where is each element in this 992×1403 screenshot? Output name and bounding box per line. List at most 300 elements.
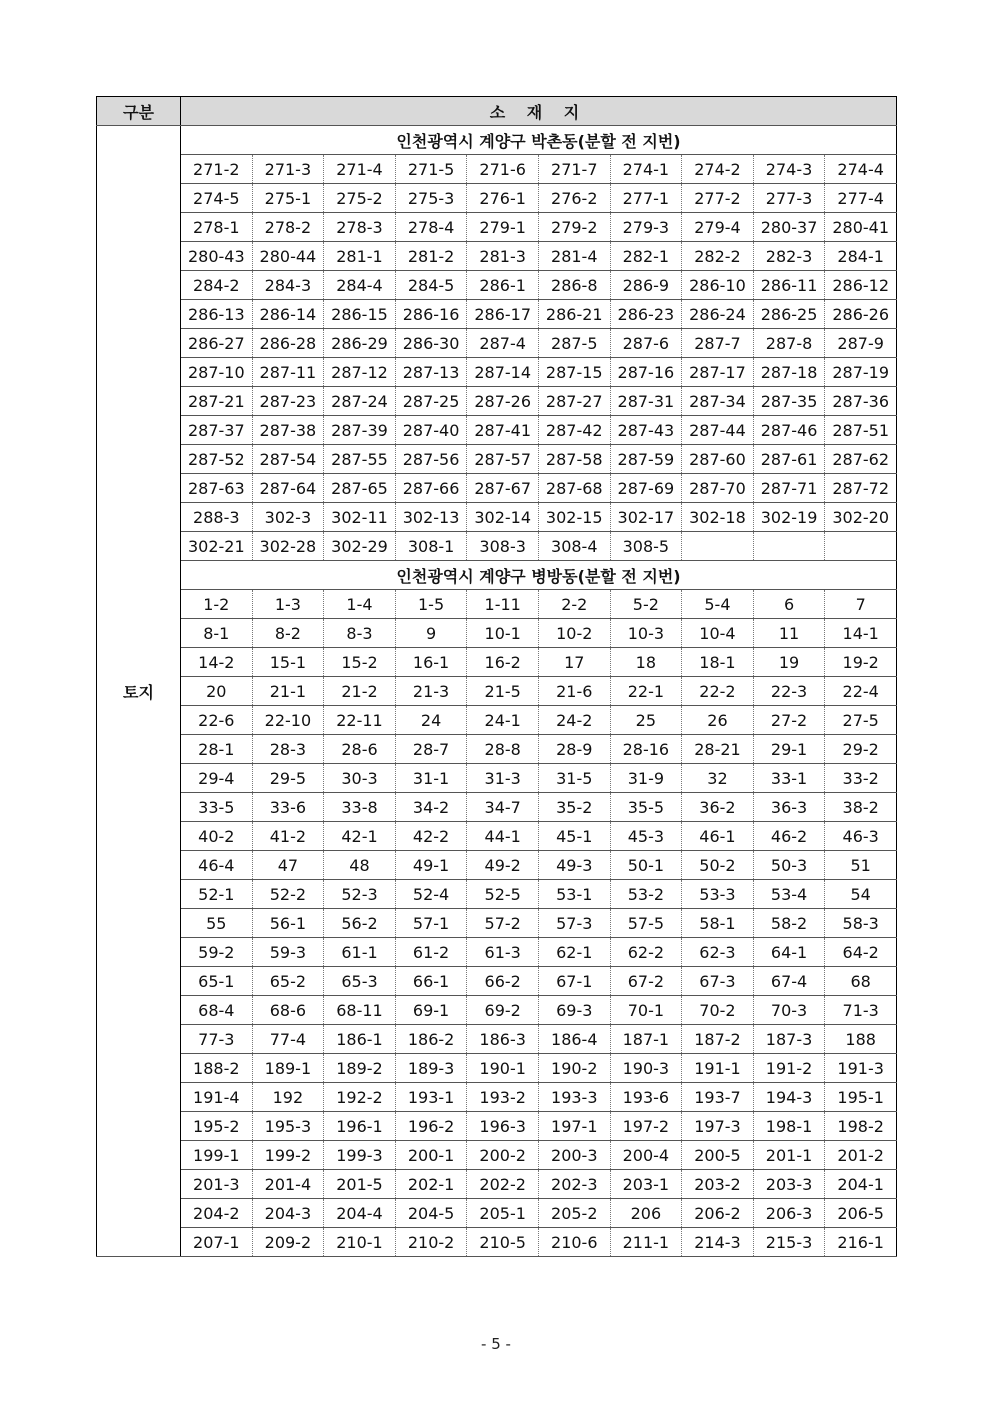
parcel-cell: 287-42: [538, 416, 610, 445]
parcel-cell: 21-2: [324, 677, 396, 706]
parcel-cell: 1-5: [395, 590, 467, 619]
parcel-cell: 274-5: [181, 184, 253, 213]
parcel-cell: 287-35: [753, 387, 825, 416]
parcel-cell: 302-11: [324, 503, 396, 532]
parcel-cell: 28-16: [610, 735, 682, 764]
parcel-cell: 24-1: [467, 706, 539, 735]
parcel-cell: 198-2: [825, 1112, 897, 1141]
table-row: [97, 532, 897, 561]
table-row: [97, 1141, 897, 1170]
parcel-cell: 287-17: [682, 358, 754, 387]
table-row: [97, 213, 897, 242]
parcel-cell: 28-3: [252, 735, 324, 764]
parcel-cell: 31-5: [538, 764, 610, 793]
parcel-cell: 29-4: [181, 764, 253, 793]
parcel-cell: 302-3: [252, 503, 324, 532]
parcel-cell: 279-4: [682, 213, 754, 242]
parcel-cell: 58-2: [753, 909, 825, 938]
table-row: [97, 677, 897, 706]
parcel-cell: 186-1: [324, 1025, 396, 1054]
parcel-cell: 9: [395, 619, 467, 648]
parcel-cell: 280-41: [825, 213, 897, 242]
parcel-cell: 57-5: [610, 909, 682, 938]
parcel-cell: 287-19: [825, 358, 897, 387]
parcel-cell: 10-1: [467, 619, 539, 648]
table-row: [97, 242, 897, 271]
parcel-cell: 68-4: [181, 996, 253, 1025]
table-row: [97, 1083, 897, 1112]
parcel-cell: 22-4: [825, 677, 897, 706]
parcel-cell: 11: [753, 619, 825, 648]
table-row: [97, 1228, 897, 1257]
parcel-cell: 21-1: [252, 677, 324, 706]
parcel-cell: 287-24: [324, 387, 396, 416]
parcel-cell: 277-2: [682, 184, 754, 213]
parcel-cell: 10-3: [610, 619, 682, 648]
parcel-cell: 61-1: [324, 938, 396, 967]
parcel-cell: 287-41: [467, 416, 539, 445]
table-row: [97, 503, 897, 532]
parcel-cell: 199-1: [181, 1141, 253, 1170]
parcel-cell: 58-3: [825, 909, 897, 938]
parcel-cell: 186-3: [467, 1025, 539, 1054]
parcel-cell: 275-2: [324, 184, 396, 213]
parcel-cell: 68-11: [324, 996, 396, 1025]
parcel-cell: 281-3: [467, 242, 539, 271]
parcel-cell: 191-1: [682, 1054, 754, 1083]
parcel-cell: [682, 532, 754, 561]
parcel-cell: 24-2: [538, 706, 610, 735]
parcel-cell: 57-3: [538, 909, 610, 938]
parcel-cell: 287-39: [324, 416, 396, 445]
parcel-cell: 280-37: [753, 213, 825, 242]
table-row: [97, 822, 897, 851]
parcel-cell: 287-51: [825, 416, 897, 445]
parcel-cell: 40-2: [181, 822, 253, 851]
parcel-cell: 271-2: [181, 155, 253, 184]
parcel-cell: 190-3: [610, 1054, 682, 1083]
parcel-cell: 49-2: [467, 851, 539, 880]
parcel-cell: 287-72: [825, 474, 897, 503]
parcel-cell: 287-55: [324, 445, 396, 474]
parcel-cell: 286-29: [324, 329, 396, 358]
parcel-cell: 284-1: [825, 242, 897, 271]
parcel-cell: 287-21: [181, 387, 253, 416]
table-row: [97, 793, 897, 822]
parcel-cell: 42-2: [395, 822, 467, 851]
parcel-cell: 308-3: [467, 532, 539, 561]
parcel-cell: 10-2: [538, 619, 610, 648]
parcel-cell: 277-1: [610, 184, 682, 213]
parcel-cell: 271-7: [538, 155, 610, 184]
parcel-cell: 36-2: [682, 793, 754, 822]
parcel-cell: 284-3: [252, 271, 324, 300]
parcel-cell: 70-2: [682, 996, 754, 1025]
parcel-cell: 33-6: [252, 793, 324, 822]
parcel-cell: 282-3: [753, 242, 825, 271]
parcel-cell: 302-17: [610, 503, 682, 532]
parcel-cell: 52-1: [181, 880, 253, 909]
parcel-cell: 52-4: [395, 880, 467, 909]
parcel-cell: 302-19: [753, 503, 825, 532]
parcel-cell: 287-14: [467, 358, 539, 387]
parcel-cell: 277-3: [753, 184, 825, 213]
parcel-cell: 29-1: [753, 735, 825, 764]
parcel-cell: 67-3: [682, 967, 754, 996]
table-row: [97, 1199, 897, 1228]
parcel-cell: 287-27: [538, 387, 610, 416]
parcel-cell: 187-2: [682, 1025, 754, 1054]
parcel-cell: 280-43: [181, 242, 253, 271]
group-title-row: [97, 126, 897, 155]
parcel-cell: 33-2: [825, 764, 897, 793]
parcel-cell: 302-20: [825, 503, 897, 532]
parcel-cell: 286-30: [395, 329, 467, 358]
table-row: [97, 967, 897, 996]
parcel-cell: 67-4: [753, 967, 825, 996]
parcel-cell: 57-1: [395, 909, 467, 938]
parcel-cell: 287-46: [753, 416, 825, 445]
parcel-cell: 8-2: [252, 619, 324, 648]
parcel-cell: 202-1: [395, 1170, 467, 1199]
parcel-cell: 27-2: [753, 706, 825, 735]
parcel-cell: 287-64: [252, 474, 324, 503]
parcel-cell: 1-11: [467, 590, 539, 619]
parcel-cell: 189-2: [324, 1054, 396, 1083]
parcel-cell: 34-7: [467, 793, 539, 822]
parcel-cell: 278-4: [395, 213, 467, 242]
parcel-cell: 196-3: [467, 1112, 539, 1141]
parcel-cell: 7: [825, 590, 897, 619]
header-row: [97, 97, 897, 126]
header-location: 소 재 지: [181, 97, 897, 126]
parcel-cell: 77-3: [181, 1025, 253, 1054]
table-row: [97, 590, 897, 619]
table-row: [97, 648, 897, 677]
parcel-cell: 29-2: [825, 735, 897, 764]
parcel-cell: 22-1: [610, 677, 682, 706]
parcel-cell: 200-5: [682, 1141, 754, 1170]
parcel-cell: 52-2: [252, 880, 324, 909]
parcel-cell: 308-4: [538, 532, 610, 561]
parcel-cell: 28-8: [467, 735, 539, 764]
parcel-cell: 16-1: [395, 648, 467, 677]
parcel-cell: 281-1: [324, 242, 396, 271]
parcel-cell: 54: [825, 880, 897, 909]
parcel-cell: 70-1: [610, 996, 682, 1025]
table-row: [97, 851, 897, 880]
parcel-cell: 52-5: [467, 880, 539, 909]
parcel-cell: 216-1: [825, 1228, 897, 1257]
parcel-cell: 22-6: [181, 706, 253, 735]
parcel-cell: 286-21: [538, 300, 610, 329]
parcel-cell: 204-1: [825, 1170, 897, 1199]
parcel-cell: 287-44: [682, 416, 754, 445]
parcel-cell: [825, 532, 897, 561]
parcel-cell: 199-3: [324, 1141, 396, 1170]
table-row: [97, 155, 897, 184]
parcel-cell: 187-1: [610, 1025, 682, 1054]
parcel-cell: 287-25: [395, 387, 467, 416]
parcel-cell: 35-5: [610, 793, 682, 822]
parcel-cell: 77-4: [252, 1025, 324, 1054]
parcel-cell: 287-16: [610, 358, 682, 387]
parcel-cell: 287-4: [467, 329, 539, 358]
parcel-cell: 68-6: [252, 996, 324, 1025]
parcel-cell: 194-3: [753, 1083, 825, 1112]
parcel-cell: 47: [252, 851, 324, 880]
parcel-cell: 201-3: [181, 1170, 253, 1199]
parcel-cell: 206-3: [753, 1199, 825, 1228]
parcel-cell: 15-2: [324, 648, 396, 677]
parcel-cell: 26: [682, 706, 754, 735]
table-row: [97, 909, 897, 938]
parcel-cell: 302-13: [395, 503, 467, 532]
parcel-cell: 193-7: [682, 1083, 754, 1112]
category-label: 토지: [97, 126, 181, 1257]
parcel-cell: 196-1: [324, 1112, 396, 1141]
parcel-cell: 38-2: [825, 793, 897, 822]
parcel-cell: 62-1: [538, 938, 610, 967]
parcel-cell: 49-1: [395, 851, 467, 880]
parcel-cell: 46-3: [825, 822, 897, 851]
group-title: 인천광역시 계양구 박촌동(분할 전 지번): [181, 126, 897, 155]
parcel-cell: 190-2: [538, 1054, 610, 1083]
parcel-cell: 200-1: [395, 1141, 467, 1170]
parcel-cell: 56-2: [324, 909, 396, 938]
parcel-cell: 287-54: [252, 445, 324, 474]
parcel-cell: 195-3: [252, 1112, 324, 1141]
parcel-cell: 287-60: [682, 445, 754, 474]
parcel-cell: 67-1: [538, 967, 610, 996]
table-row: [97, 1025, 897, 1054]
parcel-cell: 193-3: [538, 1083, 610, 1112]
parcel-cell: 206-5: [825, 1199, 897, 1228]
parcel-cell: 57-2: [467, 909, 539, 938]
parcel-cell: 19: [753, 648, 825, 677]
parcel-cell: 188-2: [181, 1054, 253, 1083]
parcel-cell: 58-1: [682, 909, 754, 938]
parcel-cell: 56-1: [252, 909, 324, 938]
parcel-cell: 287-26: [467, 387, 539, 416]
parcel-cell: 29-5: [252, 764, 324, 793]
parcel-cell: 203-3: [753, 1170, 825, 1199]
parcel-cell: 53-3: [682, 880, 754, 909]
parcel-cell: 287-23: [252, 387, 324, 416]
table-row: [97, 764, 897, 793]
parcel-cell: 287-66: [395, 474, 467, 503]
parcel-cell: 204-4: [324, 1199, 396, 1228]
parcel-cell: 205-1: [467, 1199, 539, 1228]
parcel-cell: 193-2: [467, 1083, 539, 1112]
parcel-cell: 53-2: [610, 880, 682, 909]
parcel-cell: 287-5: [538, 329, 610, 358]
parcel-cell: 28-9: [538, 735, 610, 764]
parcel-cell: 203-1: [610, 1170, 682, 1199]
parcel-cell: 195-1: [825, 1083, 897, 1112]
parcel-cell: 281-2: [395, 242, 467, 271]
parcel-cell: [753, 532, 825, 561]
parcel-cell: 286-23: [610, 300, 682, 329]
parcel-cell: 189-1: [252, 1054, 324, 1083]
table-row: [97, 271, 897, 300]
parcel-cell: 284-4: [324, 271, 396, 300]
parcel-cell: 280-44: [252, 242, 324, 271]
parcel-cell: 286-17: [467, 300, 539, 329]
parcel-cell: 286-13: [181, 300, 253, 329]
parcel-cell: 287-65: [324, 474, 396, 503]
parcel-cell: 302-21: [181, 532, 253, 561]
parcel-cell: 200-4: [610, 1141, 682, 1170]
parcel-cell: 287-40: [395, 416, 467, 445]
parcel-cell: 210-2: [395, 1228, 467, 1257]
parcel-cell: 31-1: [395, 764, 467, 793]
parcel-cell: 274-4: [825, 155, 897, 184]
parcel-cell: 274-3: [753, 155, 825, 184]
parcel-cell: 278-2: [252, 213, 324, 242]
parcel-cell: 279-3: [610, 213, 682, 242]
parcel-cell: 210-5: [467, 1228, 539, 1257]
parcel-cell: 34-2: [395, 793, 467, 822]
table-row: [97, 735, 897, 764]
parcel-cell: 287-11: [252, 358, 324, 387]
parcel-cell: 67-2: [610, 967, 682, 996]
parcel-cell: 287-52: [181, 445, 253, 474]
parcel-cell: 287-12: [324, 358, 396, 387]
parcel-cell: 191-4: [181, 1083, 253, 1112]
parcel-cell: 186-4: [538, 1025, 610, 1054]
parcel-cell: 27-5: [825, 706, 897, 735]
parcel-cell: 287-7: [682, 329, 754, 358]
parcel-cell: 21-3: [395, 677, 467, 706]
parcel-cell: 28-1: [181, 735, 253, 764]
parcel-cell: 192: [252, 1083, 324, 1112]
parcel-cell: 17: [538, 648, 610, 677]
parcel-cell: 287-9: [825, 329, 897, 358]
parcel-cell: 206: [610, 1199, 682, 1228]
parcel-cell: 201-1: [753, 1141, 825, 1170]
parcel-cell: 200-2: [467, 1141, 539, 1170]
parcel-cell: 287-69: [610, 474, 682, 503]
parcel-cell: 193-6: [610, 1083, 682, 1112]
parcel-cell: 287-71: [753, 474, 825, 503]
parcel-cell: 287-63: [181, 474, 253, 503]
parcel-cell: 193-1: [395, 1083, 467, 1112]
parcel-cell: 1-3: [252, 590, 324, 619]
parcel-cell: 278-1: [181, 213, 253, 242]
table-row: [97, 445, 897, 474]
table-row: [97, 1112, 897, 1141]
land-parcel-table: [96, 96, 897, 1257]
parcel-cell: 69-1: [395, 996, 467, 1025]
parcel-cell: 287-70: [682, 474, 754, 503]
parcel-cell: 207-1: [181, 1228, 253, 1257]
parcel-cell: 10-4: [682, 619, 754, 648]
parcel-cell: 65-3: [324, 967, 396, 996]
parcel-cell: 2-2: [538, 590, 610, 619]
table-row: [97, 938, 897, 967]
parcel-cell: 61-3: [467, 938, 539, 967]
parcel-cell: 284-2: [181, 271, 253, 300]
parcel-cell: 52-3: [324, 880, 396, 909]
parcel-cell: 51: [825, 851, 897, 880]
parcel-cell: 28-7: [395, 735, 467, 764]
table-row: [97, 996, 897, 1025]
parcel-cell: 286-26: [825, 300, 897, 329]
parcel-cell: 214-3: [682, 1228, 754, 1257]
parcel-cell: 287-62: [825, 445, 897, 474]
parcel-cell: 271-3: [252, 155, 324, 184]
parcel-cell: 36-3: [753, 793, 825, 822]
parcel-cell: 53-1: [538, 880, 610, 909]
parcel-cell: 189-3: [395, 1054, 467, 1083]
parcel-cell: 302-29: [324, 532, 396, 561]
parcel-cell: 204-2: [181, 1199, 253, 1228]
parcel-cell: 286-12: [825, 271, 897, 300]
parcel-cell: 201-5: [324, 1170, 396, 1199]
header-gubun: 구분: [97, 97, 181, 126]
parcel-cell: 286-24: [682, 300, 754, 329]
parcel-cell: 281-4: [538, 242, 610, 271]
parcel-cell: 288-3: [181, 503, 253, 532]
parcel-cell: 284-5: [395, 271, 467, 300]
parcel-cell: 59-3: [252, 938, 324, 967]
parcel-cell: 282-2: [682, 242, 754, 271]
parcel-cell: 186-2: [395, 1025, 467, 1054]
parcel-cell: 274-2: [682, 155, 754, 184]
parcel-cell: 302-18: [682, 503, 754, 532]
parcel-cell: 21-5: [467, 677, 539, 706]
table-row: [97, 329, 897, 358]
parcel-cell: 287-10: [181, 358, 253, 387]
parcel-cell: 287-13: [395, 358, 467, 387]
parcel-cell: 197-1: [538, 1112, 610, 1141]
parcel-cell: 41-2: [252, 822, 324, 851]
parcel-cell: 31-3: [467, 764, 539, 793]
parcel-cell: 18-1: [682, 648, 754, 677]
parcel-cell: 274-1: [610, 155, 682, 184]
parcel-cell: 287-36: [825, 387, 897, 416]
parcel-cell: 6: [753, 590, 825, 619]
parcel-cell: 19-2: [825, 648, 897, 677]
parcel-cell: 28-21: [682, 735, 754, 764]
parcel-cell: 49-3: [538, 851, 610, 880]
parcel-cell: 287-31: [610, 387, 682, 416]
parcel-cell: 202-2: [467, 1170, 539, 1199]
parcel-cell: 200-3: [538, 1141, 610, 1170]
parcel-cell: 287-6: [610, 329, 682, 358]
parcel-cell: 45-3: [610, 822, 682, 851]
parcel-cell: 66-1: [395, 967, 467, 996]
parcel-cell: 192-2: [324, 1083, 396, 1112]
parcel-cell: 191-2: [753, 1054, 825, 1083]
table-row: [97, 1054, 897, 1083]
parcel-cell: 65-2: [252, 967, 324, 996]
parcel-cell: 190-1: [467, 1054, 539, 1083]
parcel-cell: 66-2: [467, 967, 539, 996]
parcel-cell: 287-38: [252, 416, 324, 445]
parcel-cell: 203-2: [682, 1170, 754, 1199]
parcel-cell: 308-1: [395, 532, 467, 561]
parcel-cell: 287-15: [538, 358, 610, 387]
parcel-cell: 199-2: [252, 1141, 324, 1170]
parcel-cell: 188: [825, 1025, 897, 1054]
parcel-cell: 198-1: [753, 1112, 825, 1141]
parcel-cell: 287-56: [395, 445, 467, 474]
table-row: [97, 474, 897, 503]
table-row: [97, 706, 897, 735]
parcel-cell: 275-1: [252, 184, 324, 213]
